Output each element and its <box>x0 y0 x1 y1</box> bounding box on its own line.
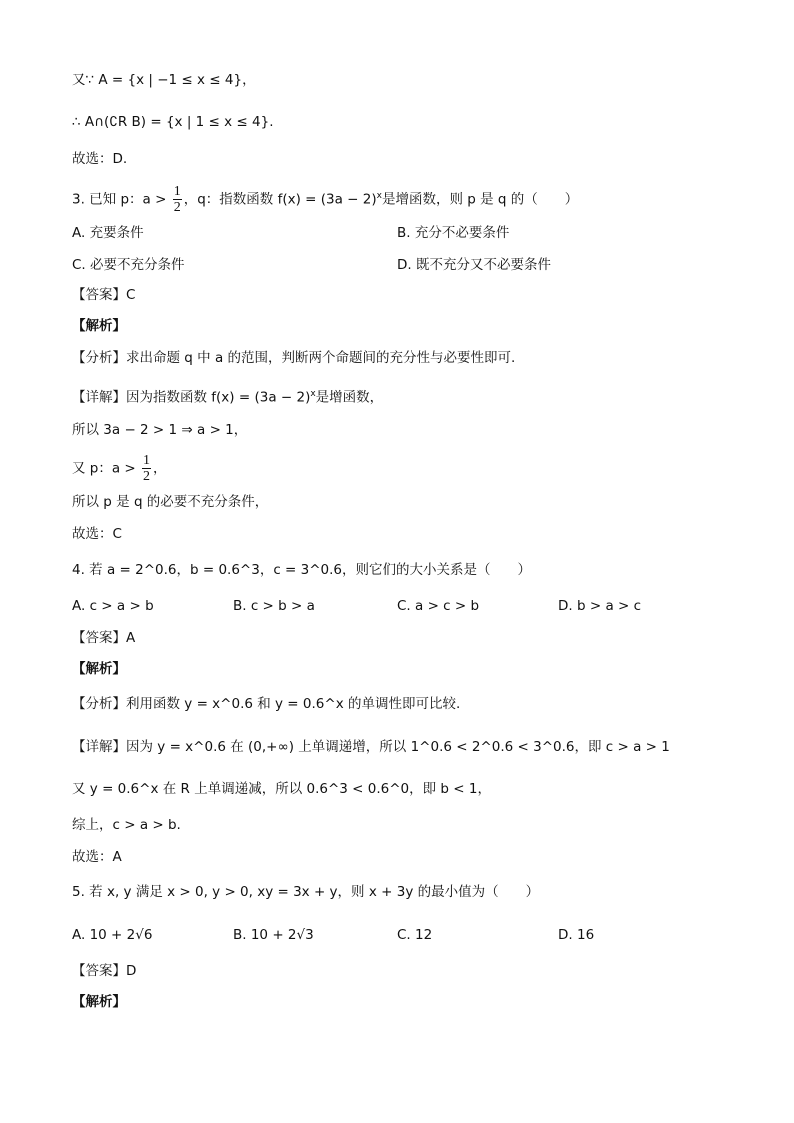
q5-option-d: D. 16 <box>558 927 595 943</box>
q4-option-b: B. c > b > a <box>233 598 315 614</box>
q4-option-c: C. a > c > b <box>397 598 480 614</box>
fraction-denominator: 2 <box>173 200 181 215</box>
line-choose-d: 故选：D. <box>72 151 128 167</box>
q5-option-c: C. 12 <box>397 927 433 943</box>
q3-detail-a: 【详解】因为指数函数 f(x) = (3a − 2) <box>72 389 311 406</box>
q3-step2 <box>72 453 167 484</box>
fraction-numerator: 1 <box>173 184 181 199</box>
q5-option-b: B. 10 + 2√3 <box>233 927 314 943</box>
q3-step2-b: ， <box>153 460 167 477</box>
q4-jiexi: 【解析】 <box>72 661 126 677</box>
q3-step3: 所以 p 是 q 的必要不充分条件， <box>72 494 269 510</box>
q3-detail-b: 是增函数， <box>315 389 384 406</box>
line-intersection: ∴ A∩(∁R B) = {x | 1 ≤ x ≤ 4}. <box>72 114 274 130</box>
fraction-numerator-2: 1 <box>143 453 151 468</box>
q4-step2: 综上，c > a > b. <box>72 817 181 833</box>
q4-answer: 【答案】A <box>72 630 136 646</box>
q5-answer: 【答案】D <box>72 963 137 979</box>
q4-end: 故选：A <box>72 849 122 865</box>
question-4: 4. 若 a = 2^0.6，b = 0.6^3，c = 3^0.6，则它们的大小关系是（ ） <box>72 562 532 578</box>
q3-analysis: 【分析】求出命题 q 中 a 的范围，判断两个命题间的充分性与必要性即可. <box>72 350 516 366</box>
q3-stem-c: 是增函数，则 p 是 q 的（ ） <box>381 191 579 208</box>
q3-option-b: B. 充分不必要条件 <box>397 225 510 241</box>
exponent-x: x <box>376 191 382 201</box>
question-3 <box>72 184 578 215</box>
q5-option-a: A. 10 + 2√6 <box>72 927 153 943</box>
fraction-half <box>173 184 182 215</box>
q4-option-a: A. c > a > b <box>72 598 154 614</box>
q3-option-d: D. 既不充分又不必要条件 <box>397 257 551 273</box>
q3-end: 故选：C <box>72 526 122 542</box>
question-5: 5. 若 x, y 满足 x > 0, y > 0, xy = 3x + y，则 x + 3y 的最小值为（ ） <box>72 884 540 900</box>
q3-step2-a: 又 p：a > <box>72 460 141 477</box>
q5-jiexi: 【解析】 <box>72 994 126 1010</box>
fraction-denominator-2: 2 <box>143 469 151 484</box>
q3-stem-a: 3. 已知 p：a > <box>72 191 171 208</box>
q3-option-c: C. 必要不充分条件 <box>72 257 185 273</box>
q3-answer: 【答案】C <box>72 287 136 303</box>
exponent-x-2: x <box>310 389 316 399</box>
q4-step1: 又 y = 0.6^x 在 R 上单调递减，所以 0.6^3 < 0.6^0，即 b < 1， <box>72 781 491 797</box>
line-set-a: 又∵ A = {x | −1 ≤ x ≤ 4}， <box>72 72 256 88</box>
q4-option-d: D. b > a > c <box>558 598 642 614</box>
q3-option-a: A. 充要条件 <box>72 225 144 241</box>
q3-stem-b: ，q：指数函数 f(x) = (3a − 2) <box>183 191 377 208</box>
q3-detail <box>72 384 383 408</box>
q3-jiexi: 【解析】 <box>72 318 126 334</box>
q4-analysis: 【分析】利用函数 y = x^0.6 和 y = 0.6^x 的单调性即可比较. <box>72 696 461 712</box>
q3-step1: 所以 3a − 2 > 1 ⇒ a > 1， <box>72 422 248 438</box>
q4-detail: 【详解】因为 y = x^0.6 在 (0,+∞) 上单调递增，所以 1^0.6 < 2^0.6 < 3^0.6，即 c > a > 1 <box>72 739 670 755</box>
fraction-half-2 <box>142 453 151 484</box>
